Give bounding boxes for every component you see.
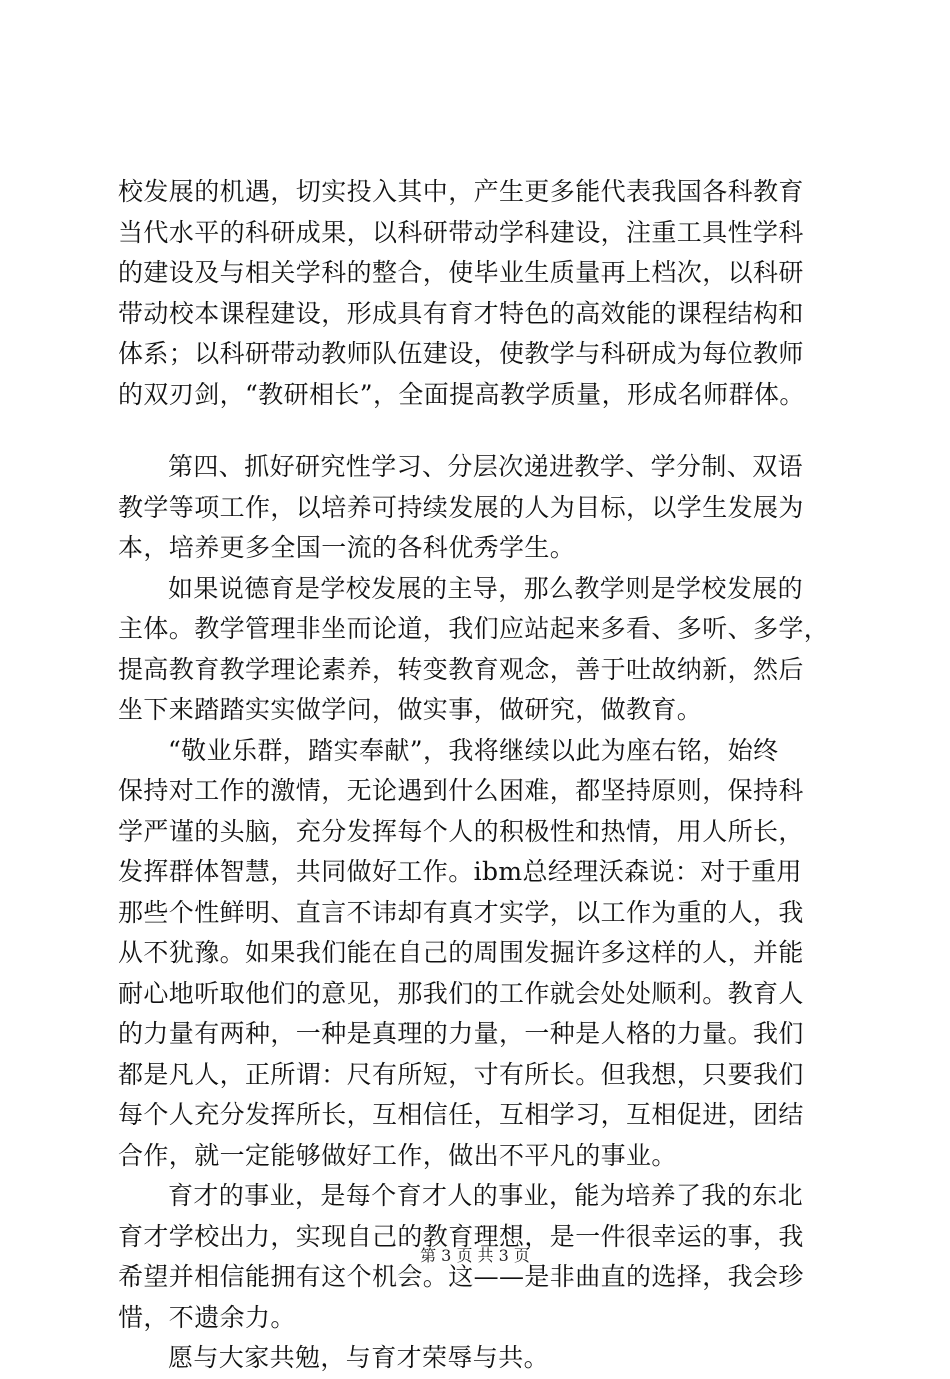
text-line: 本，培养更多全国一流的各科优秀学生。 <box>118 533 576 562</box>
page-number-footer: 第 3 页 共 3 页 <box>420 1246 530 1265</box>
text-line: 如果说德育是学校发展的主导，那么教学则是学校发展的 <box>168 573 804 603</box>
paragraph <box>118 1338 842 1379</box>
text-line: 每个人充分发挥所长，互相信任，互相学习，互相促进，团结 <box>118 1100 804 1129</box>
document-body <box>118 172 842 1379</box>
text-line: 当代水平的科研成果，以科研带动学科建设，注重工具性学科 <box>118 217 804 247</box>
text-line: 主体。教学管理非坐而论道，我们应站起来多看、多听、多学， <box>118 614 830 643</box>
text-line: 育才学校出力，实现自己的教育理想，是一件很幸运的事，我 <box>118 1221 804 1251</box>
text-line: 都是凡人，正所谓：尺有所短，寸有所长。但我想，只要我们 <box>118 1059 804 1089</box>
text-line: 育才的事业，是每个育才人的事业，能为培养了我的东北 <box>168 1181 804 1210</box>
text-line: 的力量有两种，一种是真理的力量，一种是人格的力量。我们 <box>118 1019 804 1048</box>
text-line: 坐下来踏踏实实做学问，做实事，做研究，做教育。 <box>118 695 703 724</box>
text-line: 耐心地听取他们的意见，那我们的工作就会处处顺利。教育人 <box>118 978 804 1008</box>
text-line: 惜，不遗余力。 <box>118 1302 296 1332</box>
text-line: 的建设及与相关学科的整合，使毕业生质量再上档次，以科研 <box>118 258 804 287</box>
text-line: 学严谨的头脑，充分发挥每个人的积极性和热情，用人所长， <box>118 816 804 846</box>
text-line: 的双刃剑，“教研相长”，全面提高教学质量，形成名师群体。 <box>118 379 805 409</box>
text-line: 教学等项工作，以培养可持续发展的人为目标，以学生发展为 <box>118 492 804 522</box>
text-line: 体系；以科研带动教师队伍建设，使教学与科研成为每位教师 <box>118 339 804 368</box>
text-line: 带动校本课程建设，形成具有育才特色的高效能的课程结构和 <box>118 298 804 328</box>
text-line: 希望并相信能拥有这个机会。这——是非曲直的选择，我会珍 <box>118 1262 804 1291</box>
text-line: 合作，就一定能够做好工作，做出不平凡的事业。 <box>118 1140 677 1170</box>
text-line: 校发展的机遇，切实投入其中，产生更多能代表我国各科教育 <box>118 177 804 206</box>
paragraph-gap <box>118 415 842 447</box>
paragraph <box>118 447 842 569</box>
paragraph <box>118 731 842 1177</box>
text-line: 提高教育教学理论素养，转变教育观念，善于吐故纳新，然后 <box>118 654 804 684</box>
text-line: 那些个性鲜明、直言不讳却有真才实学，以工作为重的人，我 <box>118 897 804 927</box>
text-line: 保持对工作的激情，无论遇到什么困难，都坚持原则，保持科 <box>118 776 804 805</box>
text-line: 第四、抓好研究性学习、分层次递进教学、学分制、双语 <box>168 452 804 481</box>
text-line: 愿与大家共勉，与育才荣辱与共。 <box>168 1343 550 1372</box>
text-line: 从不犹豫。如果我们能在自己的周围发掘许多这样的人，并能 <box>118 938 804 967</box>
text-line: “敬业乐群，踏实奉献”，我将继续以此为座右铭，始终 <box>168 735 779 765</box>
text-line: 发挥群体智慧，共同做好工作。ibm总经理沃森说：对于重用 <box>118 857 802 886</box>
paragraph <box>118 172 842 415</box>
paragraph <box>118 569 842 731</box>
